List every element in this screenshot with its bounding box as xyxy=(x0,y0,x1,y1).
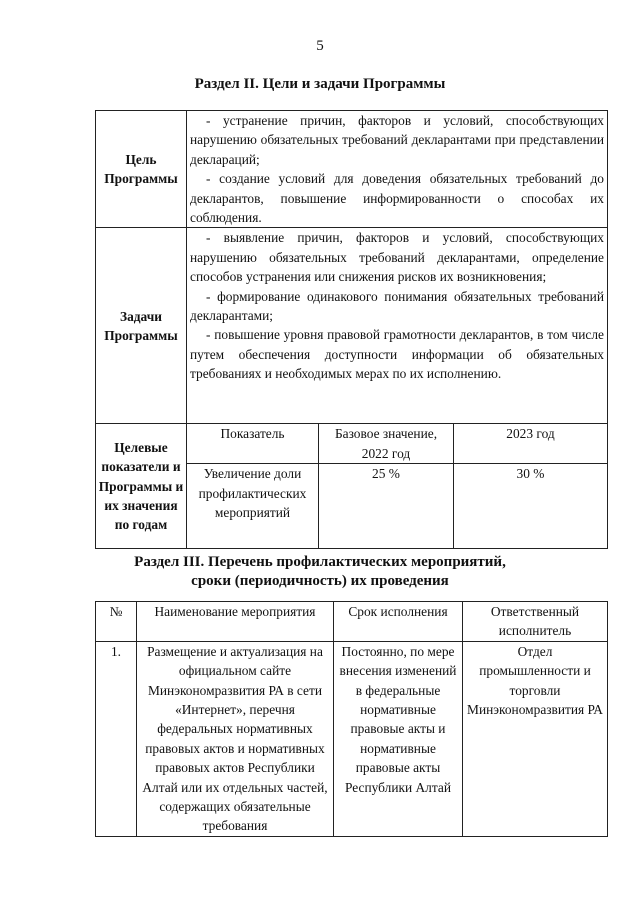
table-row xyxy=(96,641,608,836)
section-3-title xyxy=(0,553,640,591)
goal-text xyxy=(187,111,608,228)
section-2-title: Раздел II. Цели и задачи Программы xyxy=(194,76,446,92)
task-item: - повышение уровня правовой грамотности декларантов, в том числе путем обеспечения доступности информации об обязательных требованиях и необходимых мерах по их исполнению. xyxy=(190,327,604,382)
goals-table xyxy=(95,110,608,549)
tasks-text xyxy=(187,228,608,424)
base-value: 25 % xyxy=(319,464,454,549)
base-value-header: Базовое значение, 2022 год xyxy=(319,424,454,464)
goal-row xyxy=(96,111,608,228)
year-2023-value: 30 % xyxy=(454,464,608,549)
activities-table xyxy=(95,601,608,837)
page-number: 5 xyxy=(316,38,324,54)
row-number: 1. xyxy=(96,641,137,836)
section-3-title-line-2: сроки (периодичность) их проведения xyxy=(191,573,449,589)
activity-name-header: Наименование мероприятия xyxy=(137,602,334,642)
number-header: № xyxy=(96,602,137,642)
executor-header: Ответственный исполнитель xyxy=(463,602,608,642)
indicator-name: Увеличение доли профилактических мероприятий xyxy=(187,464,319,549)
term-header: Срок исполнения xyxy=(334,602,463,642)
section-3-title-line-1: Раздел III. Перечень профилактических мероприятий, xyxy=(134,554,506,570)
activity-term: Постоянно, по мере внесения изменений в федеральные нормативные правовые акты и нормативные правовые акты Республики Алтай xyxy=(334,641,463,836)
goal-item: - устранение причин, факторов и условий, способствующих нарушению обязательных требований декларантами при представлении деклараций; xyxy=(190,113,604,167)
tasks-label: Задачи Программы xyxy=(96,228,187,424)
goal-item: - создание условий для доведения обязательных требований до декларантов, повышение информированности о способах их соблюдения. xyxy=(190,171,604,226)
activities-header-row xyxy=(96,602,608,642)
goal-label: Цель Программы xyxy=(96,111,187,228)
indicators-label: Целевые показатели и Программы и их значения по годам xyxy=(96,424,187,549)
activity-name: Размещение и актуализация на официальном сайте Минэкономразвития РА в сети «Интернет», перечня федеральных нормативных правовых актов и нормативных правовых актов Республики Алтай или их отдельных частей, содержащих обязательные требования xyxy=(137,641,334,836)
year-2023-header: 2023 год xyxy=(454,424,608,464)
task-item: - выявление причин, факторов и условий, способствующих нарушению обязательных требований декларантами, определение способов устранения или снижения рисков их возникновения; xyxy=(190,230,604,285)
activity-executor: Отдел промышленности и торговли Минэкономразвития РА xyxy=(463,641,608,836)
indicators-header-row xyxy=(96,424,608,464)
indicator-header: Показатель xyxy=(187,424,319,464)
tasks-row xyxy=(96,228,608,424)
task-item: - формирование одинакового понимания обязательных требований декларантами; xyxy=(190,288,604,324)
